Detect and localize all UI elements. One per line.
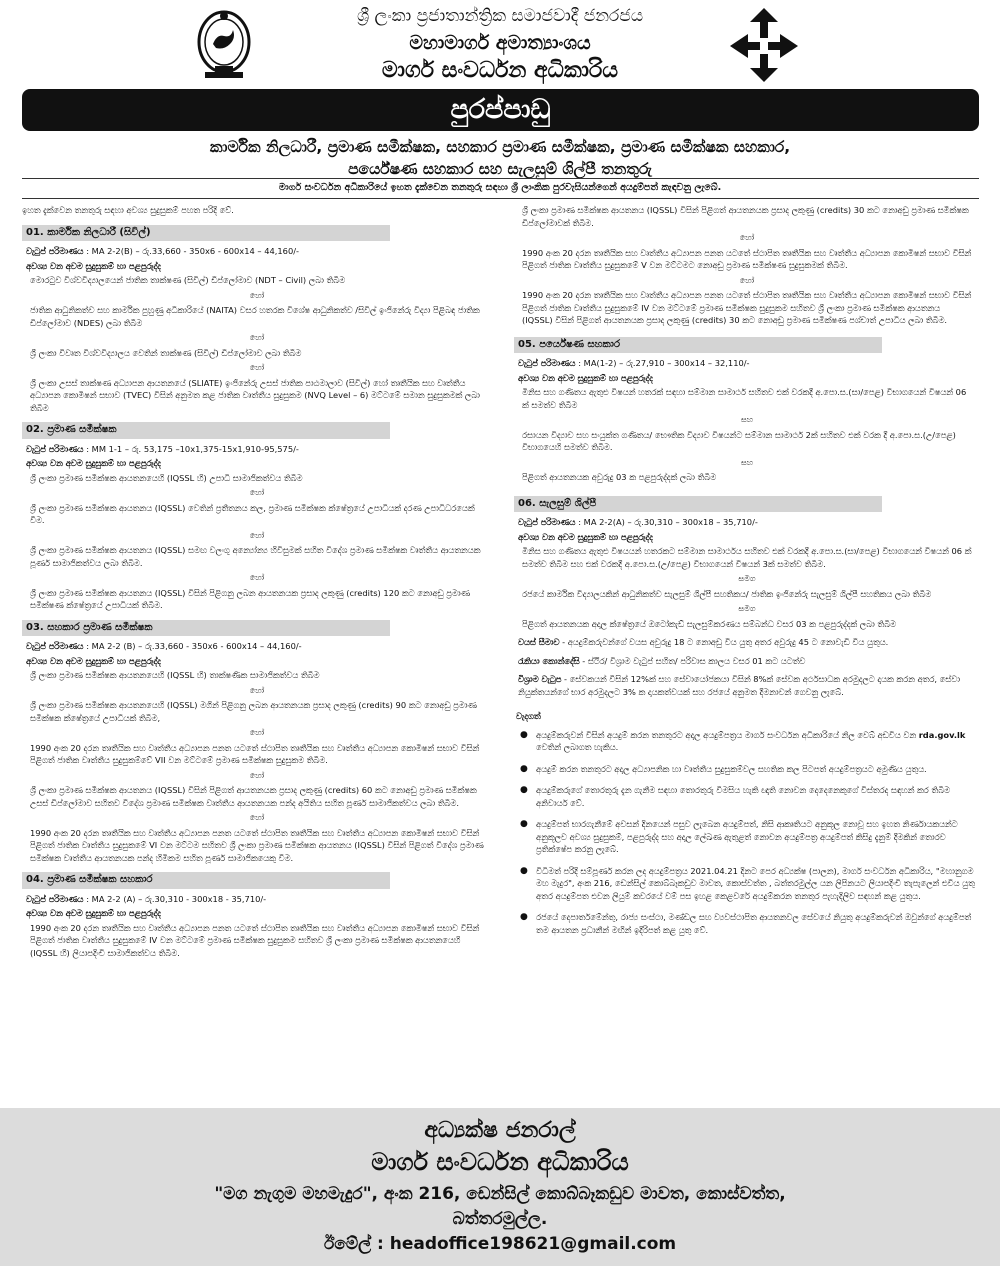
qualification-item: ශ්‍රී ලංකා ප්‍රමාණ සමීක්ෂක ආයතනයෙහි (IQSSL හි) උපාධි සාමාජිකත්වය තිබීම [30, 472, 303, 483]
qualification-item: ශ්‍රී ලංකා ප්‍රමාණ සමීක්ෂක ආයතනයෙහි (IQSSL) මගින් පිළිගනු ලබන ආයතනයක ප්‍රසාද ලකුණු (credits) 90 කට නොඅඩු ප්‍රමාණ සමීක්ෂක ක්ෂේත්‍රයේ උපාධියක් තිබීම, [30, 700, 477, 723]
qualification-item: ශ්‍රී ලංකා ප්‍රමාණ සමීක්ෂක ආයතනය (IQSSL) විසින් පිළිගත් ආයතනයක ප්‍රසාද ලකුණු (credits) 30 කට නොඅඩු ප්‍රමාණ සමීක්ෂක ඩිප්ලෝමාවක් තිබීම. [522, 205, 969, 228]
qualification-item: 1990 අංක 20 දරන තෘතීයික සහ වෘත්තීය අධ්‍යාපන පනත යටතේ ස්ථාපිත තෘතීයික සහ වෘත්තීය අධ්‍යාපන කොමිෂන් සභාව විසින් පිළිගත් ජාතික වෘත්තීය සුදුසුකමේ V වන මට්ටමට නොඅඩු ප්‍රමාණ සමීක්ෂණ සුදුසුකමක් තිබීම. [522, 247, 972, 270]
country-name: ශ්‍රී ලංකා ප්‍රජාතාන්ත්‍රික සමාජවාදී ජනරජය [356, 6, 644, 26]
qualifications-heading: අවශ්‍ය වන අවම සුදුසුකම් හා පළපුරුද්ද [518, 372, 653, 383]
footer-city: බත්තරමුල්ල. [452, 1209, 548, 1229]
footer-email [0, 1234, 1000, 1254]
salary-label: වැටුප් පරිමාණය [26, 641, 84, 651]
email-label: ඊමේල් : [323, 1234, 390, 1254]
and-separator: සමග [738, 574, 756, 583]
qualification-item: ශ්‍රී ලංකා විවෘත විශ්වවිද්‍යාලය වෙතින් තාක්ෂණ (සිවිල්) ඩිප්ලෝමාව ලබා තිබීම [30, 347, 302, 358]
email-link[interactable]: headoffice198621@gmail.com [389, 1234, 677, 1254]
footer-address: "මග නැගුම මහමැදුර", අංක 216, ඩෙන්සිල් කොබ්බෑකඩුව මාවත, කොස්වත්ත, [214, 1184, 786, 1204]
note-text: රජයේ දෙපාර්තමේන්තු, රාජ්‍ය සංස්ථා, මණ්ඩල සහ ව්‍යවස්ථාපිත ආයතනවල සේවයේ නියුතු අයදුම්කරුවන් ඔවුන්ගේ අයදුම්පත් තම ආයතන ප්‍රධානීන් මඟින් ඉදිරිපත් කළ යුතු වේ. [536, 912, 972, 935]
website-link[interactable]: rda.gov.lk [918, 729, 966, 740]
note-item [514, 729, 980, 754]
salary-label: වැටුප් පරිමාණය [26, 246, 84, 256]
divider [22, 198, 979, 199]
salary-label: වැටුප් පරිමාණය [518, 517, 576, 527]
notes-title: වැදගත් [516, 711, 541, 721]
or-separator: හෝ [249, 363, 265, 372]
section-technical-officer [22, 225, 492, 415]
age-label: වයස් සීමාව [518, 637, 560, 647]
ministry-name: මහාමාර්ග අමාත්‍යාංශය [409, 32, 591, 54]
posts-line-2: පර්යේෂණ සහකාර සහ සැලසුම් ශිල්පී තනතුරු [348, 160, 652, 178]
salary-scale [22, 640, 492, 653]
bullet-icon: ● [520, 763, 528, 774]
important-notes [514, 710, 980, 936]
section-title: 06. සැලසුම් ශිල්පී [514, 496, 882, 513]
note-text: අයදුම් කරන තනතුරට අදාල අධ්‍යාපනික හා වෘත්තීය සුදුසුකම්වල සහතික කල පිටපත් අයදුම්පත්‍රයට අමුණිය යුතුය. [536, 763, 927, 774]
salary-label: වැටුප් පරිමාණය [518, 358, 576, 368]
salary-scale [22, 443, 492, 456]
qualification-item: 1990 අංක 20 දරන තෘතීයික සහ වෘත්තීය අධ්‍යාපන පනත යටතේ ස්ථාපිත තෘතීයික සහ වෘත්තීය අධ්‍යාපන කොමිෂන් සභාව විසින් පිළිගත් ජාතික වෘත්තීය සුදුසුකමේ VI වන මට්ටම සහිතව ශ්‍රී ලංකා ප්‍රමාණ සමීක්ෂක ආයතනය (IQSSL) විසින් පිළිගත් විදේශ ප්‍රමාණ සමීක්ෂක වෘත්තීය ආයතනයක පන්ද හිමිකම සහිත පූර්ණ සාමාජිකයෙකු වීම. [30, 827, 484, 863]
note-item [514, 818, 980, 856]
rda-logo-icon [728, 6, 800, 84]
or-separator: හෝ [249, 333, 265, 342]
qualifications-heading: අවශ්‍ය වන අවම සුදුසුකම් හා පළපුරුද්ද [26, 908, 161, 918]
section-research-assistant [514, 337, 980, 484]
authority-name: මාර්ග සංවර්ධන අධිකාරිය [381, 58, 619, 83]
salary-value: : MA 2-2 (B) – රු.33,660 - 350x6 - 600x14 – 44,160/- [86, 641, 302, 651]
qualification-item: ශ්‍රී ලංකා ප්‍රමාණ සමීක්ෂක ආයතනයෙහි (IQSSL හි) තාක්ෂණික සාමාජිකත්වය තිබීම [30, 670, 320, 680]
footer-authority: මාර්ග සංවර්ධන අධිකාරිය [371, 1148, 629, 1176]
salary-value: : MA 2-2(B) – රු.33,660 - 350x6 - 600x14 – 44,160/- [86, 246, 300, 256]
qualification-item: පිළිගත් ආයතනයක අදාල ක්ෂේත්‍රයේ ඔටෝකැඩ් සැලසුම්කරණය සම්බන්ධ වසර 03 ක පළපුරුද්දක් ලබා තිබීම [522, 618, 897, 629]
section-quantity-surveyor [22, 422, 492, 612]
note-text: අයදුම්කරුගේ තොරතුරු දැන ගැනීම සඳහා තොරතුරු විමසිය හැකි ඥාති නොවන දෙදෙනෙකුගේ විස්තරද සඳහන් කර තිබීම අනිවාර්ය වේ. [536, 785, 950, 808]
section-title: 04. ප්‍රමාණ සමීක්ෂක සහකාර [22, 872, 390, 889]
bullet-icon: ● [520, 729, 528, 740]
bullet-icon: ● [520, 912, 528, 922]
qualifications-heading: අවශ්‍ය වන අවම සුදුසුකම් හා පළපුරුද්ද [26, 260, 161, 271]
salary-value: : MA(1-2) – රු.27,910 – 300x14 – 32,110/- [578, 358, 750, 368]
invitation-text: මාර්ග සංවර්ධන අධිකාරියේ ඉහත දැක්වෙන තනතුරු සඳහා ශ්‍රී ලාංකික පුරවැසියන්ගෙන් අයදුම්පත් කැඳවනු ලැබේ. [278, 182, 722, 193]
or-separator: හෝ [249, 813, 265, 822]
footer [0, 1108, 1000, 1266]
or-separator: හෝ [739, 275, 755, 285]
or-separator: හෝ [249, 728, 265, 737]
qualification-item: 1990 අංක 20 දරන තෘතීයික සහ වෘත්තීය අධ්‍යාපන පනත යටතේ ස්ථාපිත තෘතීයික සහ වෘත්තීය අධ්‍යාපන කොමිෂන් සභාව විසින් පිළිගත් ජාතික වෘත්තීය සුදුසුකමේ IV වන මට්ටමේ ප්‍රමාණ සමීක්ෂක සුදුසුකම සහිතව ශ්‍රී ලංකා ප්‍රමාණ සමීක්ෂක ආයතනයෙහි (IQSSL හි) ලියාපදිංචි සාමාජිකත්වය තිබීම. [30, 922, 480, 958]
qualification-item: මිනිස සහ ගණිතය ඇතුළු විෂයන් හතරක් සඳහා සම්මාන සාමාර්ථ සහිතව එක් වරකදී අ.පො.ස.(සා/පෙළ) විභාගයෙන් විෂයන් 06 ක් සමත්ව තිබීම [522, 387, 967, 410]
pension-label: විශ්‍රාම වැටුප [518, 674, 562, 684]
qualification-item: ශ්‍රී ලංකා ප්‍රමාණ සමීක්ෂක ආයතනය (IQSSL) විසින් පිළිගත් ආයතනයක ප්‍රසාද ලකුණු (credits) 60 කට නොඅඩු ප්‍රමාණ සමීක්ෂක උසස් ඩිප්ලෝමාව සහිතව විදේශ ප්‍රමාණ සමීක්ෂක වෘත්තීය ආයතනයක පන්ද අයිතිය සහිත පූර්ණ සාමාජිකත්වය ලබා තිබීම. [30, 785, 477, 808]
section-title: 02. ප්‍රමාණ සමීක්ෂක [22, 422, 390, 439]
salary-scale [22, 245, 492, 258]
or-separator: හෝ [249, 573, 265, 582]
job-label: රැකියා කොන්දේසි [518, 655, 580, 666]
salary-value: : MM 1-1 – රු. 53,175 –10x1,375-15x1,910-95,575/- [86, 443, 299, 454]
section-title: 05. පර්යේෂණ සහකාර [514, 337, 882, 354]
or-separator: හෝ [249, 530, 265, 540]
age-text: - අයදුම්කරුවන්ගේ වයස අවුරුදු 18 ට නොඅඩු විය යුතු අතර අවුරුදු 45 ට නොවැඩි විය යුතුය. [562, 637, 889, 647]
salary-scale [514, 516, 980, 529]
note-item [514, 911, 980, 936]
job-text: - ස්ථිර/ විශ්‍රාම වැටුප් සහිත/ පරිවාස කාලය වසර 01 කට යටත්ව [582, 655, 806, 666]
bullet-icon: ● [520, 819, 528, 829]
qualification-item: 1990 අංක 20 දරන තෘතීයික සහ වෘත්තීය අධ්‍යාපන පනත යටතේ ස්ථාපිත තෘතීයික සහ වෘත්තීය අධ්‍යාපන කොමිෂන් සභාව විසින් පිළිගත් ජාතික වෘත්තීය සුදුසුකමේ IV වන මට්ටමේ ප්‍රමාණ සමීක්ෂක සුදුසුකම සහිතව ශ්‍රී ලංකා ප්‍රමාණ සමීක්ෂක ආයතනය (IQSSL) විසින් පිළිගත් ආයතනයක ප්‍රසාද ලකුණු (credits) 30 කට නොඅඩු ප්‍රමාණ සමීක්ෂණ පශ්චාත් උපාධිය ලබා තිබීම. [522, 290, 972, 325]
salary-value: : MA 2-2 (A) – රු.30,310 - 300x18 - 35,710/- [86, 893, 267, 904]
age-limit [514, 636, 980, 649]
and-separator: සහ [740, 457, 754, 467]
header [0, 0, 1000, 90]
note-item [514, 784, 980, 809]
note-text: විධිමත් පරිදි සම්පූර්ණ කරන ලද අයදුම්පත්‍රය 2021.04.21 දිනට පෙර අධ්‍යක්ෂ (පාලන), මාර්ග සංවර්ධන අධිකාරිය, "මහානුගම මහ මැදුර", අංක 216, ඩෙන්සිල් කොබ්බෑකඩුව මාවත, කොස්වත්ත , බත්තරමුල්ල යන ලිපිනයට ලියාපදිංචි තැපැලෙන් එවිය යුතු අතර අයදුම්පත එවන ලියුම් කවරයේ වම් පස ඉහළ කෙළවරේ අයදුම්කරන තනතුර පැහැදිලිව සඳහන් කළ යුතුය. [536, 865, 975, 901]
divider [22, 178, 979, 179]
pension [514, 673, 980, 698]
posts-title [0, 136, 1000, 180]
qualification-item: ශ්‍රී ලංකා ප්‍රමාණ සමීක්ෂක ආයතනය (IQSSL) වෙතින් ප්‍රතීතනය කල, ප්‍රමාණ සමීක්ෂක ක්ෂේත්‍රයේ උපාධියක් දරණ උපාධිධරයෙක් වීම. [30, 502, 475, 525]
pension-text: - සේවකයන් විසින් 12%ක් සහ සේවායෝජකයා විසින් 8%ක් සේවක අර්ථසාධක අරමුදලට දායක කරන අතර, සේවා නියුක්තයන්ගේ භාර අරමුදලට 3% ක දායකත්වයක් සහ රජයේ අනුමත දීමනාවන් ගෙවනු ලැබේ. [518, 674, 960, 697]
note-text: අයදුම්පත් භාරගැනීමේ අවසන් දිනයෙන් පසුව ලැබෙන අයදුම්පත්, නිසි ආකෘතියට අනුකූල නොවූ සහ ඉහත නිර්ණායකයන්ට අනුකූලව අවශ්‍ය සුදුසුකම්, පළපුරුද්ද සහ අදාල ලේඛණ ඇතුළත් නොවන අයදුම්පත්‍ර අයදුම්පත් කිසිදු දැනුම් දීමකින් තොරව ප්‍රතික්ෂේප කරනු ලැබේ. [536, 819, 958, 854]
footer-title: අධ්‍යක්ෂ ජනරාල් [424, 1118, 576, 1143]
qualification-item: ජාතික ආධුනිකත්ව සහ කාර්මික පුහුණු අධිකාරියේ (NAITA) වසර හතරක විශේෂ ආධුනිකත්ව /සිවිල් ඉංජිනේරු විද්‍යා පිළිබඳ ජාතික ඩිප්ලෝමාව (NDES) ලබා තිබීම [30, 305, 480, 328]
qualifications-heading: අවශ්‍ය වන අවම සුදුසුකම් හා පළපුරුද්ද [26, 655, 161, 666]
qualification-item: මොරටුව විශ්වවිද්‍යාලයෙන් ජාතික තාක්ෂණ (සිවිල්) ඩිප්ලෝමාව (NDT – Civil) ලබා තිබීම [30, 275, 346, 285]
job-conditions [514, 655, 980, 668]
intro-text: ඉහත දැක්වෙන තනතුරු සඳහා අවශ්‍ය සුදුසුකම් පහත පරිදි වේ. [22, 205, 234, 215]
qualification-item: ශ්‍රී ලංකා උසස් තාක්ෂණ අධ්‍යාපන ආයතනයේ (SLIATE) ඉංජිනේරු උසස් ජාතික පාඨමාලාව (සිවිල්) හෝ තෘතීයික සහ වෘත්තීය අධ්‍යාපන කොමිෂන් සභාව (TVEC) විසින් අනුමත කළ ජාතික වෘත්තීය සුදුසුකම (NVQ Level – 6) මට්ටමේ සමාන සුදුසුකමක් ලබා තිබීම [30, 377, 480, 413]
note-item [514, 865, 980, 903]
vacancies-banner: පුරප්පාඩු [22, 89, 979, 131]
or-separator: හෝ [739, 233, 755, 242]
section-draughtsman [514, 496, 980, 699]
salary-value: : MA 2-2(A) – රු.30,310 – 300x18 – 35,710/- [578, 517, 758, 527]
section-title: 03. සහකාර ප්‍රමාණ සමීක්ෂක [22, 620, 390, 637]
salary-label: වැටුප් පරිමාණය [26, 893, 84, 904]
or-separator: හෝ [249, 770, 265, 780]
qualifications-heading: අවශ්‍ය වන අවම සුදුසුකම් හා පළපුරුද්ද [26, 458, 161, 468]
salary-scale [514, 357, 980, 370]
qualifications-heading: අවශ්‍ය වන අවම සුදුසුකම් හා පළපුරුද්ද [518, 531, 653, 542]
bullet-icon: ● [520, 785, 528, 795]
section-title: 01. කාර්මික නිලධාරී (සිවිල්) [22, 225, 390, 242]
qualification-item: රසායන විද්‍යාව සහ සංයුක්ත ගණිතය/ භෞතික විද්‍යාව විෂයන්ට සම්මාන සාමාර්ථ 2ක් සහිතව එක් වරක දී අ.පො.ස.(උ/පෙළ) විභාගයෙහි සමත්ව තිබීම. [522, 429, 956, 452]
bullet-icon: ● [520, 865, 528, 876]
salary-scale [22, 893, 492, 906]
and-separator: සමග [738, 604, 756, 613]
qualification-item: රජයේ කාර්මික විද්‍යාලයකින් ආධුනිකත්ව සැලසුම් ශිල්පී සහතිකය/ ජාතික ඉංජිනේරු සැලසුම් ශිල්පී සහතිකය ලබා තිබීම [522, 588, 932, 599]
or-separator: හෝ [249, 290, 265, 300]
qualification-item: මිනිස සහ ගණිතය ඇතුළු විෂයයන් හතරකට සම්මාන සාමාර්ථය සහිතව එක් වරකදී අ.පො.ස.(සා/පෙළ) විභාගයෙන් විෂයන් 06 ක් සමත්ව තිබීම සහ එක් වරකදී අ.පො.ස.(උ/පෙළ) විභාගයෙන් විෂයන් 3ක් සමත්ව තිබීම. [522, 546, 972, 569]
and-separator: සහ [740, 415, 754, 424]
or-separator: හෝ [249, 685, 265, 695]
qualification-item: ශ්‍රී ලංකා ප්‍රමාණ සමීක්ෂක ආයතනය (IQSSL) විසින් පිළිගනු ලබන ආයතනයක ප්‍රසාද ලකුණු (credits) 120 කට නොඅඩු ප්‍රමාණ සමීක්ෂණ ක්ෂේත්‍රයේ උපාධියක් තිබීම. [30, 587, 470, 610]
qualification-item: පිළිගත් ආයතනයක අවුරුදු 03 ක පළපුරුද්දක් ලබා තිබීම [522, 472, 717, 482]
section-assistant-quantity-surveyor [22, 620, 492, 865]
posts-line-1: කාර්මික නිලධාරී, ප්‍රමාණ සමීක්ෂක, සහකාර ප්‍රමාණ සමීක්ෂක, ප්‍රමාණ සමීක්ෂක සහකාර, [209, 138, 791, 156]
right-column [514, 204, 980, 945]
note-text: වෙතින් ලබාගත හැකිය. [536, 742, 619, 752]
note-text: අයදුම්කරුවන් විසින් අයදුම් කරන තනතුරට අදාල අයදුම්පත්‍රය මාර්ග සංවර්ධන අධිකාරියේ නිල වෙබ් අඩවිය වන [536, 729, 917, 740]
section-quantity-surveyor-assistant [22, 872, 492, 959]
qualification-item: ශ්‍රී ලංකා ප්‍රමාණ සමීක්ෂක ආයතනය (IQSSL) සමඟ වලංගු අන්‍යෝන්‍ය හිවිසුමක් සහිත විදේශ ප්‍රමාණ සමීක්ෂක වෘත්තීය ආයතනයක පූර්ණ සාමාජිකත්වය ලබා තිබීම. [30, 545, 481, 568]
salary-label: වැටුප් පරිමාණය [26, 443, 84, 454]
qualification-item: 1990 අංක 20 දරන තෘතීයික සහ වෘත්තීය අධ්‍යාපන පනත යටතේ ස්ථාපිත තෘතීයික සහ වෘත්තීය අධ්‍යාපන කොමිෂන් සභාව විසින් පිළිගත් ජාතික වෘත්තීය සුදුසුකම්වේ VII වන මට්ටමේ ප්‍රමාණ සමීක්ෂක සුදුසුකම තිබීම. [30, 742, 480, 765]
note-item [514, 763, 980, 776]
left-column [22, 204, 492, 962]
or-separator: හෝ [249, 488, 265, 497]
